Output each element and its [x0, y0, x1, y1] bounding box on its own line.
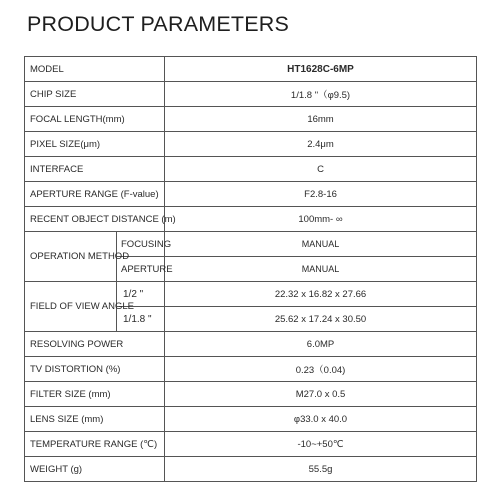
table-row-tv-distortion — [25, 357, 477, 382]
interface-value: C — [165, 157, 477, 182]
fov-half-inch-label: 1/2 " — [117, 282, 165, 307]
table-row-operation-focusing — [25, 232, 477, 257]
table-row-focal-length — [25, 107, 477, 132]
table-row-chip-size — [25, 82, 477, 107]
aperture-range-label: APERTURE RANGE (F-value) — [25, 182, 165, 207]
tv-distortion-value: 0.23（0.04) — [165, 357, 477, 382]
table-row-interface — [25, 157, 477, 182]
focusing-label: FOCUSING — [117, 232, 165, 257]
tv-distortion-label: TV DISTORTION (%) — [25, 357, 165, 382]
interface-label: INTERFACE — [25, 157, 165, 182]
filter-size-value: M27.0 x 0.5 — [165, 382, 477, 407]
table-row-object-distance — [25, 207, 477, 232]
temperature-range-value: -10~+50℃ — [165, 432, 477, 457]
pixel-size-value: 2.4μm — [165, 132, 477, 157]
page-title: PRODUCT PARAMETERS — [27, 12, 290, 36]
weight-label: WEIGHT (g) — [25, 457, 165, 482]
object-distance-label: RECENT OBJECT DISTANCE (m) — [25, 207, 165, 232]
parameters-table — [24, 56, 477, 482]
fov-half-inch-value: 22.32 x 16.82 x 27.66 — [165, 282, 477, 307]
aperture-range-value: F2.8-16 — [165, 182, 477, 207]
operation-method-label: OPERATION METHOD — [25, 232, 117, 282]
table-row-fov-half-inch — [25, 282, 477, 307]
chip-size-label: CHIP SIZE — [25, 82, 165, 107]
model-value: HT1628C-6MP — [165, 57, 477, 82]
focusing-value: MANUAL — [165, 232, 477, 257]
temperature-range-label: TEMPERATURE RANGE (℃) — [25, 432, 165, 457]
model-label: MODEL — [25, 57, 165, 82]
chip-size-value: 1/1.8 "（φ9.5) — [165, 82, 477, 107]
pixel-size-label: PIXEL SIZE(μm) — [25, 132, 165, 157]
weight-value: 55.5g — [165, 457, 477, 482]
fov-1-1-8-inch-label: 1/1.8 " — [117, 307, 165, 332]
filter-size-label: FILTER SIZE (mm) — [25, 382, 165, 407]
table-row-filter-size — [25, 382, 477, 407]
focal-length-label: FOCAL LENGTH(mm) — [25, 107, 165, 132]
lens-size-label: LENS SIZE (mm) — [25, 407, 165, 432]
table-row-resolving-power — [25, 332, 477, 357]
table-row-weight — [25, 457, 477, 482]
table-row-aperture-range — [25, 182, 477, 207]
resolving-power-label: RESOLVING POWER — [25, 332, 165, 357]
fov-1-1-8-inch-value: 25.62 x 17.24 x 30.50 — [165, 307, 477, 332]
table-row-pixel-size — [25, 132, 477, 157]
object-distance-value: 100mm- ∞ — [165, 207, 477, 232]
aperture-label: APERTURE — [117, 257, 165, 282]
table-row-temperature-range — [25, 432, 477, 457]
field-of-view-label: FIELD OF VIEW ANGLE — [25, 282, 117, 332]
table-row-lens-size — [25, 407, 477, 432]
aperture-value: MANUAL — [165, 257, 477, 282]
lens-size-value: φ33.0 x 40.0 — [165, 407, 477, 432]
resolving-power-value: 6.0MP — [165, 332, 477, 357]
focal-length-value: 16mm — [165, 107, 477, 132]
table-row-model — [25, 57, 477, 82]
